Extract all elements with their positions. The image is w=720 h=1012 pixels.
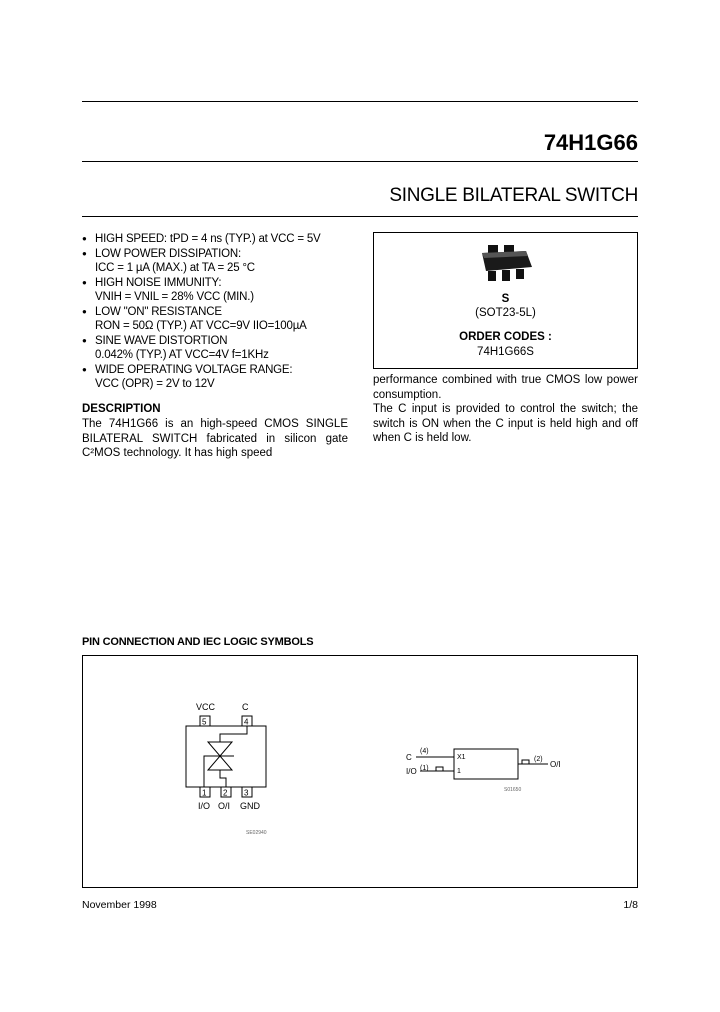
bullet-icon xyxy=(82,377,95,392)
frame-right-line xyxy=(637,655,638,887)
iec-output: O/I xyxy=(550,760,561,769)
iec-block-1: 1 xyxy=(457,768,461,775)
feature-item xyxy=(82,334,357,349)
pin-section-heading: PIN CONNECTION AND IEC LOGIC SYMBOLS xyxy=(82,636,314,648)
bullet-icon: ● xyxy=(82,335,87,345)
pin-2: 2 xyxy=(223,788,228,798)
description-right-column xyxy=(373,373,638,446)
order-codes-heading: ORDER CODES : xyxy=(459,331,552,343)
feature-text: WIDE OPERATING VOLTAGE RANGE: xyxy=(95,363,293,376)
feature-text: SINE WAVE DISTORTION xyxy=(95,334,228,347)
iec-output-switch-icon xyxy=(522,760,529,764)
iec-logic-symbol xyxy=(400,740,580,800)
feature-text: RON = 50Ω (TYP.) AT VCC=9V IIO=100µA xyxy=(95,320,307,332)
feature-detail xyxy=(82,290,357,305)
pin-label-c: C xyxy=(242,702,249,712)
feature-item xyxy=(82,305,357,320)
feature-item xyxy=(82,247,357,262)
iec-block-x1: X1 xyxy=(457,754,466,761)
pin-connection-diagram xyxy=(180,698,300,838)
pin-label-io: I/O xyxy=(198,801,211,811)
document-title: SINGLE BILATERAL SWITCH xyxy=(389,185,638,206)
iec-pin-out: (2) xyxy=(534,756,543,763)
pin-section-rule xyxy=(82,655,638,656)
bullet-icon xyxy=(82,319,95,334)
bullet-icon xyxy=(82,261,95,276)
pin-3: 3 xyxy=(244,788,249,798)
pin-label-gnd: GND xyxy=(240,801,260,811)
iec-code: S01650 xyxy=(504,787,522,793)
feature-text: LOW POWER DISSIPATION: xyxy=(95,247,241,260)
pin-label-vcc: VCC xyxy=(196,702,216,712)
package-name: (SOT23-5L) xyxy=(475,307,536,319)
iec-pin-io: (1) xyxy=(420,765,429,772)
bullet-icon xyxy=(82,290,95,305)
feature-text: ICC = 1 µA (MAX.) at TA = 25 °C xyxy=(95,262,255,274)
frame-bottom-rule xyxy=(82,887,638,888)
header-mid-rule xyxy=(82,161,638,162)
part-number: 74H1G66 xyxy=(543,130,638,155)
feature-text: 0.042% (TYP.) AT VCC=4V f=1KHz xyxy=(95,349,269,361)
iec-switch-icon xyxy=(436,767,443,771)
package-box xyxy=(373,232,638,369)
feature-text: HIGH NOISE IMMUNITY: xyxy=(95,276,222,289)
feature-text: VCC (OPR) = 2V to 12V xyxy=(95,378,215,390)
feature-item xyxy=(82,276,357,291)
pin-diagram-code: SE02940 xyxy=(246,830,267,836)
sot23-package-icon xyxy=(474,243,538,289)
pin-1: 1 xyxy=(202,788,207,798)
frame-left-line xyxy=(82,655,83,887)
footer-page: 1/8 xyxy=(623,899,638,911)
pin-label-oi: O/I xyxy=(218,801,231,811)
bullet-icon: ● xyxy=(82,364,87,374)
feature-text: LOW "ON" RESISTANCE xyxy=(95,305,222,318)
description-para2: performance combined with true CMOS low power consumption. xyxy=(373,374,638,401)
footer-date: November 1998 xyxy=(82,899,157,911)
iec-input-c: C xyxy=(406,753,412,762)
description-para3: The C input is provided to control the switch; the switch is ON when the C input is held high and off when C is held low. xyxy=(373,403,638,444)
order-code: 74H1G66S xyxy=(477,346,534,358)
description-para1: The 74H1G66 is an high-speed CMOS SINGLE BILATERAL SWITCH fabricated in silicon gate C²MOS technology. It has high speed xyxy=(82,418,348,459)
package-suffix: S xyxy=(501,293,510,305)
iec-pin-c: (4) xyxy=(420,748,429,755)
bullet-icon xyxy=(82,348,95,363)
header-bottom-rule xyxy=(82,216,638,217)
feature-detail xyxy=(82,377,357,392)
pin-5: 5 xyxy=(202,717,207,727)
feature-detail xyxy=(82,261,357,276)
feature-item xyxy=(82,363,357,378)
feature-detail xyxy=(82,319,357,334)
iec-input-io: I/O xyxy=(406,767,417,776)
description-heading: DESCRIPTION xyxy=(82,403,161,415)
bullet-icon: ● xyxy=(82,277,87,287)
pin-4: 4 xyxy=(244,717,249,727)
bullet-icon: ● xyxy=(82,248,87,258)
feature-text: VNIH = VNIL = 28% VCC (MIN.) xyxy=(95,291,254,303)
feature-list xyxy=(82,232,357,392)
feature-detail xyxy=(82,348,357,363)
feature-item xyxy=(82,232,357,247)
switch-symbol-icon xyxy=(204,726,247,787)
feature-text: HIGH SPEED: tPD = 4 ns (TYP.) at VCC = 5V xyxy=(95,233,321,245)
bullet-icon: ● xyxy=(82,234,87,243)
header-top-rule xyxy=(82,101,638,102)
bullet-icon: ● xyxy=(82,306,87,316)
